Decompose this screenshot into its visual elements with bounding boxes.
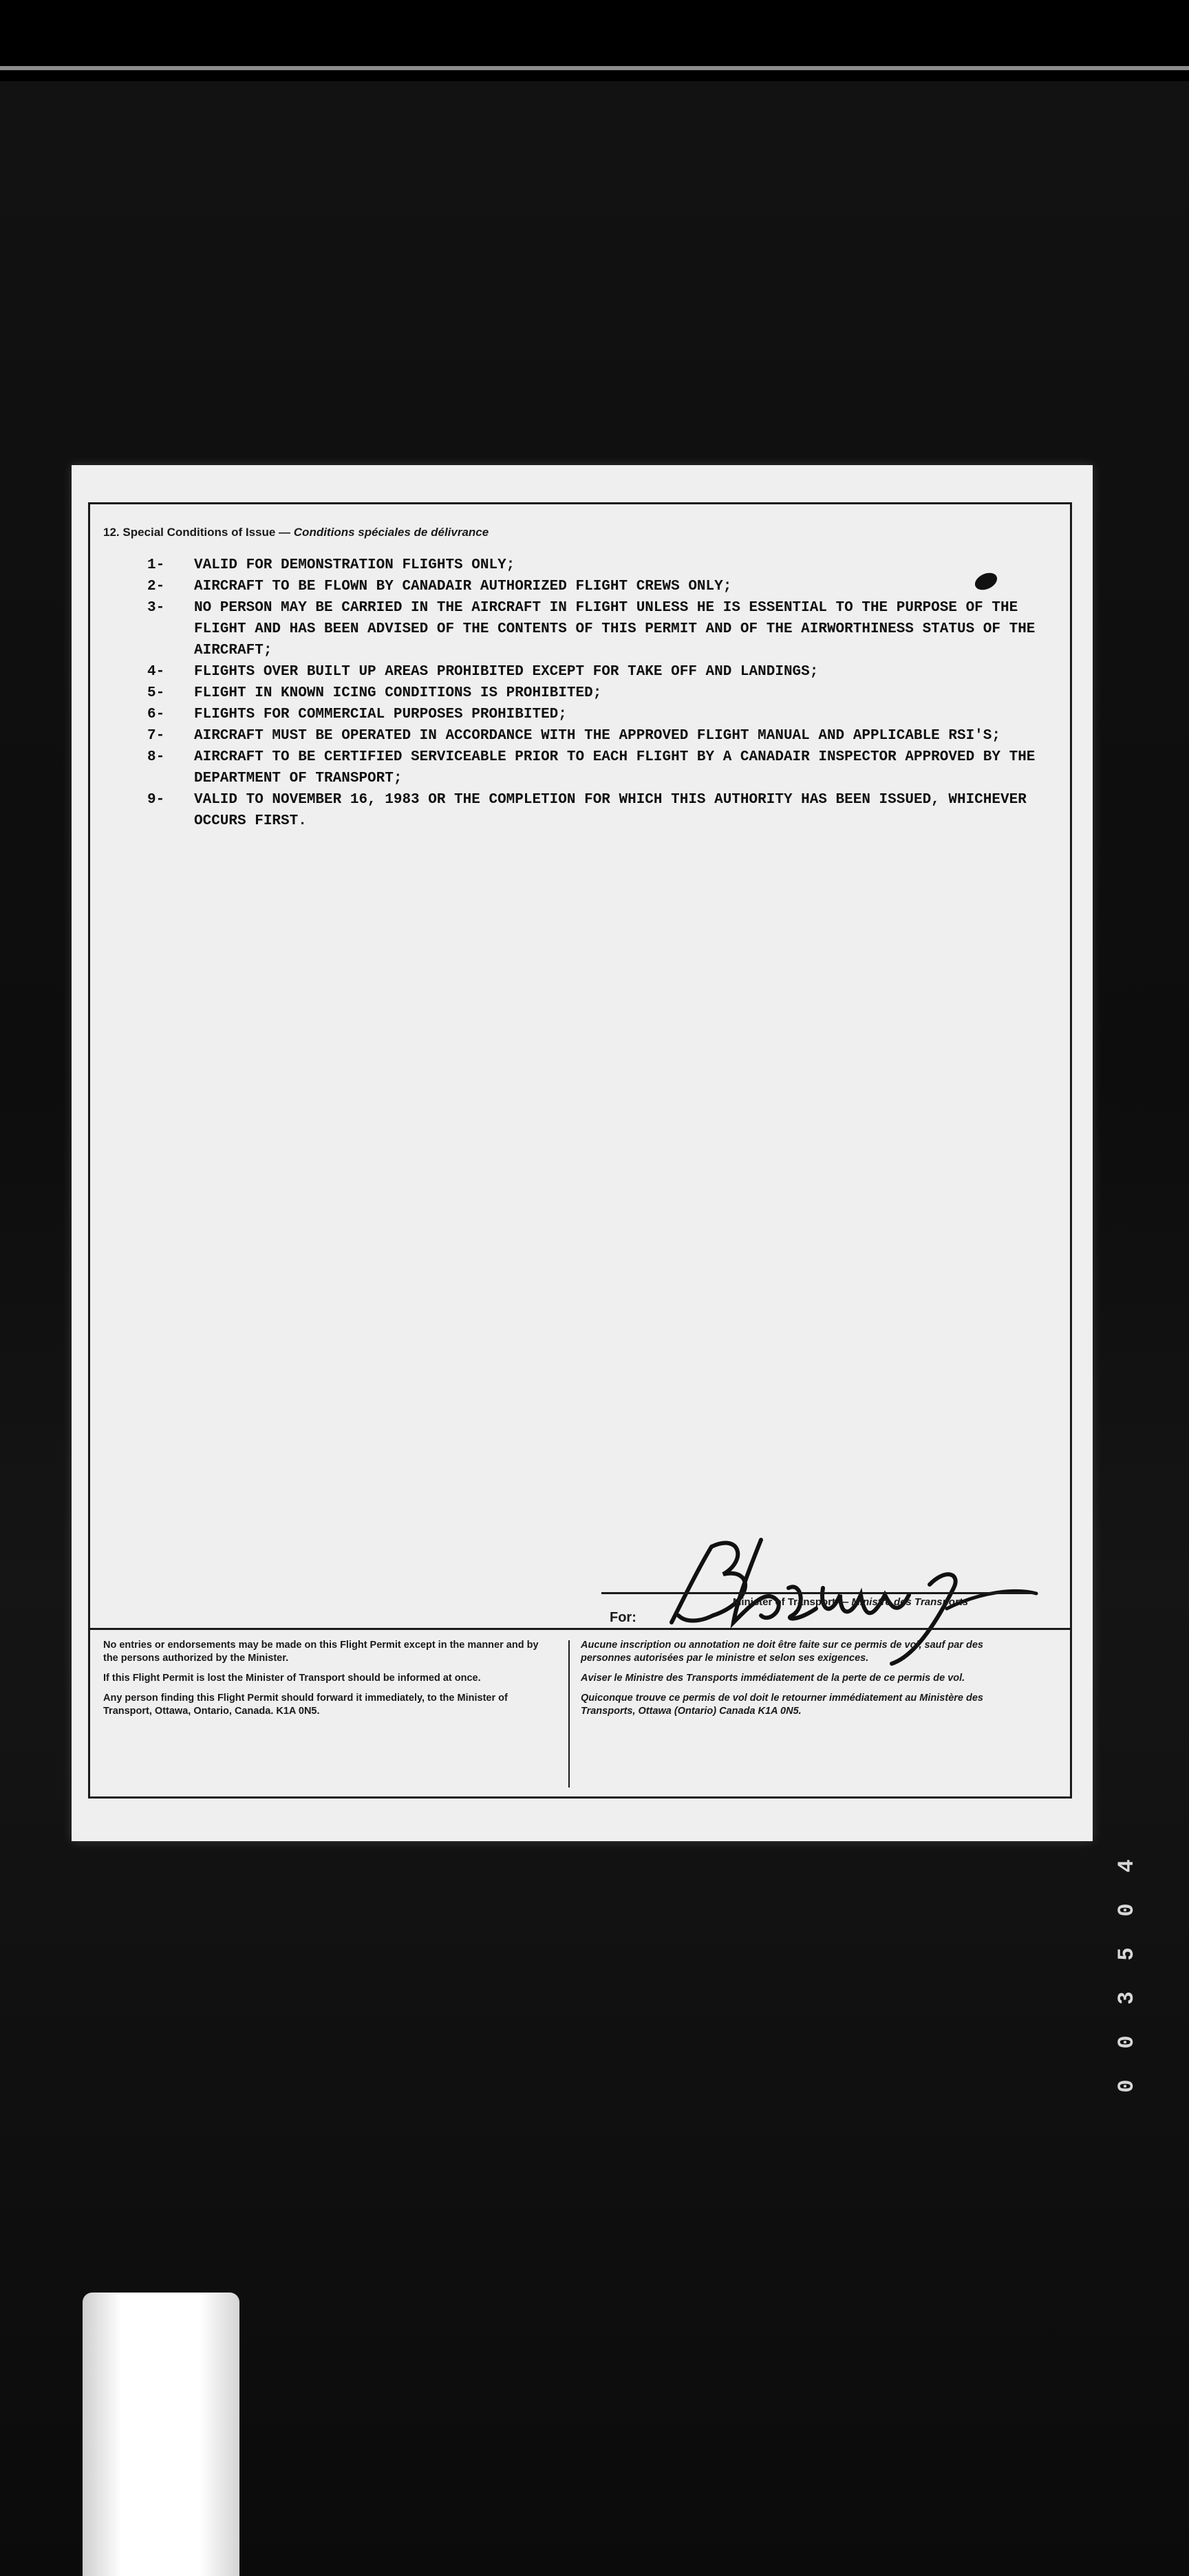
section-title-fr: Conditions spéciales de délivrance: [293, 526, 489, 539]
notice-top-rule: [90, 1628, 1070, 1630]
notice-divider: [568, 1640, 570, 1788]
notice-en-paragraph: If this Flight Permit is lost the Minister of Transport should be informed at once.: [103, 1673, 481, 1684]
minister-title: [658, 1596, 1043, 1608]
condition-text: FLIGHT IN KNOWN ICING CONDITIONS IS PROHIBITED;: [194, 685, 602, 701]
film-leader-block: [83, 2293, 239, 2576]
conditions-list: [147, 555, 1056, 832]
condition-number: 2-: [147, 579, 165, 594]
condition-number: 7-: [147, 728, 165, 744]
notice-fr-paragraph: Quiconque trouve ce permis de vol doit le retourner immédiatement au Ministère des Transports, Ottawa (Ontario) Canada K1A 0N5.: [581, 1693, 983, 1717]
condition-item: [147, 661, 1056, 683]
condition-item: [147, 789, 1056, 832]
frame-digit: 4: [1114, 1859, 1139, 1873]
frame-digit: 0: [1114, 1903, 1139, 1917]
section-title: [103, 526, 489, 539]
condition-text: VALID TO NOVEMBER 16, 1983 OR THE COMPLETION FOR WHICH THIS AUTHORITY HAS BEEN ISSUED, WHICHEVER OCCURS FIRST.: [194, 792, 1027, 829]
notice-en-paragraph: Any person finding this Flight Permit should forward it immediately, to the Minister of Transport, Ottawa, Ontario, Canada. K1A 0N5.: [103, 1693, 508, 1717]
condition-item: [147, 725, 1056, 747]
condition-number: 8-: [147, 749, 165, 765]
condition-item: [147, 555, 1056, 576]
condition-text: AIRCRAFT TO BE FLOWN BY CANADAIR AUTHORIZED FLIGHT CREWS ONLY;: [194, 579, 732, 594]
condition-text: NO PERSON MAY BE CARRIED IN THE AIRCRAFT IN FLIGHT UNLESS HE IS ESSENTIAL TO THE PURPOSE OF THE FLIGHT AND HAS BEEN ADVISED OF THE CONTENTS OF THIS PERMIT AND OF THE AIRWORTHINESS STATUS OF THE AIRCRAFT;: [194, 600, 1036, 658]
condition-text: FLIGHTS FOR COMMERCIAL PURPOSES PROHIBITED;: [194, 707, 567, 722]
minister-title-fr: Ministre des Transports: [851, 1596, 969, 1608]
notice-english: [103, 1639, 550, 1725]
film-top-edge: [0, 66, 1189, 70]
frame-digit: 5: [1114, 1947, 1139, 1961]
film-frame-number: [1106, 1844, 1148, 2108]
condition-text: VALID FOR DEMONSTRATION FLIGHTS ONLY;: [194, 557, 515, 573]
condition-item: [147, 597, 1056, 661]
frame-digit: 0: [1114, 2079, 1139, 2093]
for-label: For:: [610, 1610, 636, 1625]
condition-text: AIRCRAFT TO BE CERTIFIED SERVICEABLE PRIOR TO EACH FLIGHT BY A CANADAIR INSPECTOR APPROVED BY THE DEPARTMENT OF TRANSPORT;: [194, 749, 1036, 786]
signature-line: [601, 1592, 1035, 1594]
notice-en-paragraph: No entries or endorsements may be made on this Flight Permit except in the manner and by the persons authorized by the Minister.: [103, 1640, 539, 1664]
condition-number: 4-: [147, 664, 165, 680]
frame-digit: 3: [1114, 1991, 1139, 2005]
minister-title-en: Minister of Transport —: [732, 1596, 852, 1608]
section-title-en: 12. Special Conditions of Issue —: [103, 526, 294, 539]
condition-text: FLIGHTS OVER BUILT UP AREAS PROHIBITED EXCEPT FOR TAKE OFF AND LANDINGS;: [194, 664, 819, 680]
notice-french: [581, 1639, 1028, 1725]
condition-number: 6-: [147, 707, 165, 722]
condition-text: AIRCRAFT MUST BE OPERATED IN ACCORDANCE WITH THE APPROVED FLIGHT MANUAL AND APPLICABLE RSI'S;: [194, 728, 1000, 744]
condition-item: [147, 683, 1056, 704]
frame-digit: 0: [1114, 2035, 1139, 2049]
flight-permit-page: [72, 465, 1093, 1841]
condition-number: 5-: [147, 685, 165, 701]
notice-fr-paragraph: Aviser le Ministre des Transports immédiatement de la perte de ce permis de vol.: [581, 1673, 965, 1684]
condition-item: [147, 576, 1056, 597]
condition-item: [147, 747, 1056, 789]
condition-number: 9-: [147, 792, 165, 808]
condition-item: [147, 704, 1056, 725]
condition-number: 3-: [147, 600, 165, 616]
condition-number: 1-: [147, 557, 165, 573]
notice-fr-paragraph: Aucune inscription ou annotation ne doit être faite sur ce permis de vol, sauf par des personnes autorisées par le ministre et selon ses exigences.: [581, 1640, 983, 1664]
